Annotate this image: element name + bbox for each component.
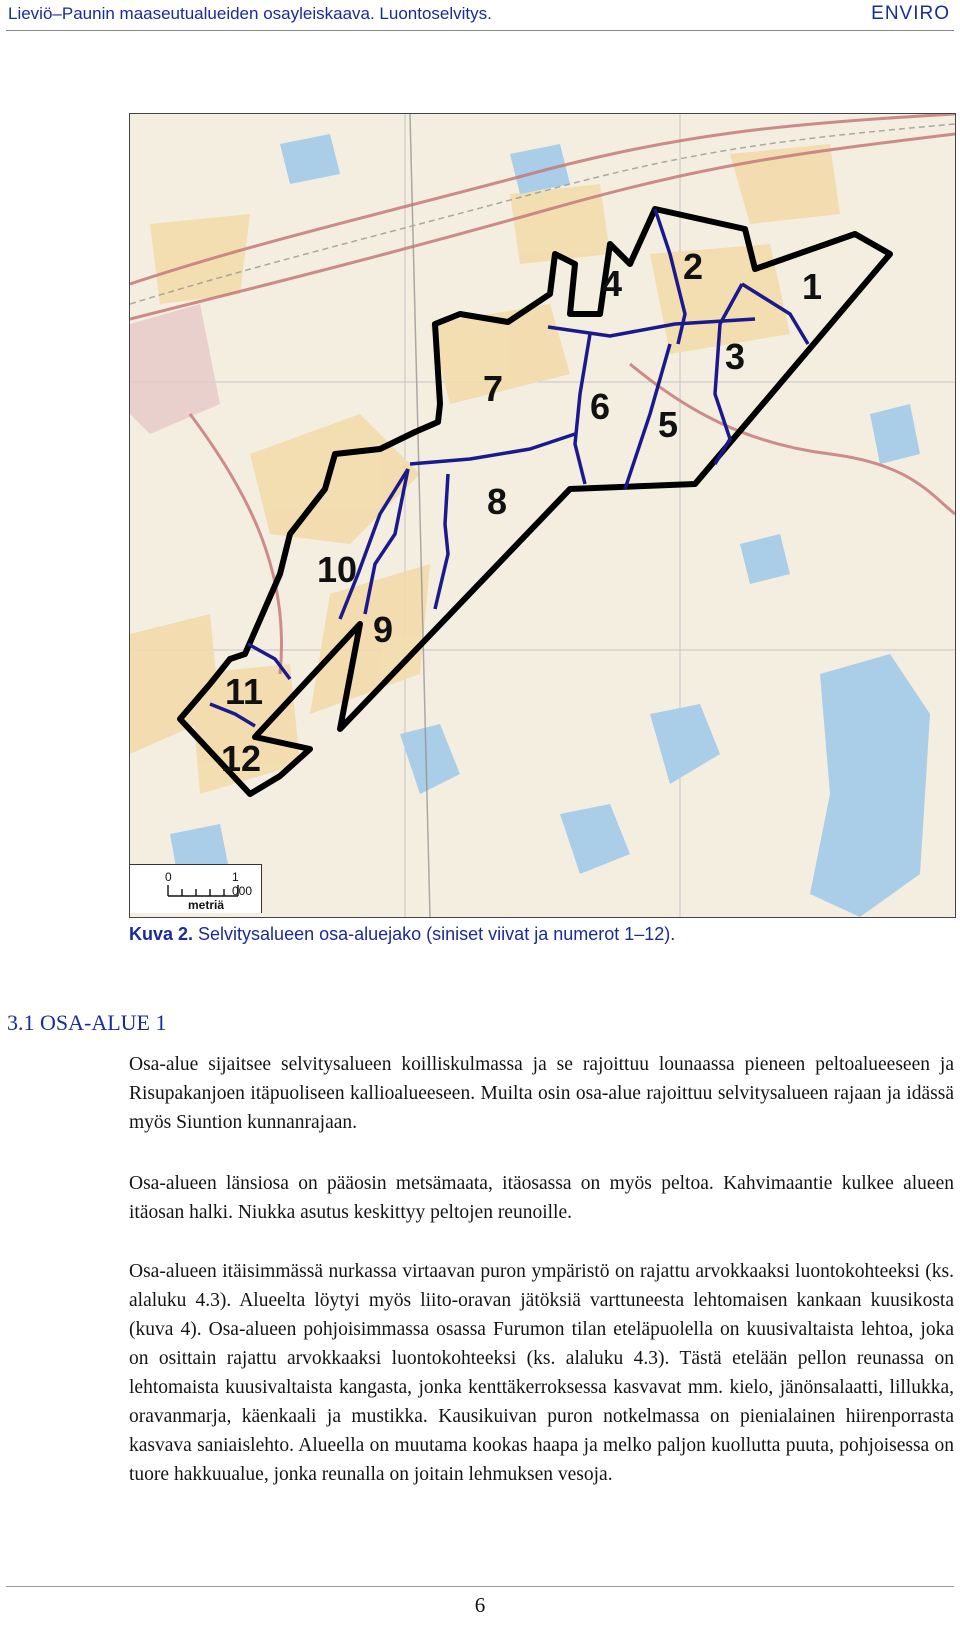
- figure-caption: [129, 924, 675, 945]
- area-label-10: 10: [317, 549, 358, 590]
- area-label-5: 5: [658, 404, 679, 445]
- scale-zero-label: 0: [165, 870, 172, 884]
- caption-prefix: Kuva 2.: [129, 924, 194, 944]
- study-area-map: [129, 113, 956, 918]
- page-header: [6, 0, 954, 31]
- area-label-9: 9: [373, 609, 394, 650]
- area-label-12: 12: [221, 738, 262, 779]
- area-label-4: 4: [602, 263, 623, 304]
- scale-bar: [130, 864, 262, 913]
- enviro-logo: ENVIRO: [871, 3, 950, 24]
- document-title: Lieviö–Paunin maaseutualueiden osayleiskaava. Luontoselvitys.: [8, 4, 492, 23]
- scale-unit-label: metriä: [188, 898, 225, 912]
- paragraph-3: Osa-alueen itäisimmässä nurkassa virtaavan puron ympäristö on rajattu arvokkaaksi luontokohteeksi (ks. alaluku 4.3). Alueelta löytyi myös liito-oravan jätöksiä varttuneesta lehtomaisen kankaan kuusikosta (kuva 4). Osa-alueen pohjoisimmassa osassa Furumon tilan eteläpuolella on kuusivaltaista lehtoa, joka on osittain rajattu arvokkaaksi luontokohteeksi (ks. alaluku 4.3). Tästä etelään pellon reunassa on lehtomaista kuusivaltaista kangasta, jonka kenttäkerroksessa kasvavat mm. kielo, jänönsalaatti, lillukka, oravanmarja, käenkaali ja mustikka. Kausikuivan puron notkelmassa on pienialainen hiirenporrasta kasvava saniaislehto. Alueella on muutama kookas haapa ja melko paljon kuollutta puuta, pohjoisessa on tuore hakkuualue, jonka reunalla on joitain lehmuksen vesoja.: [129, 1261, 954, 1485]
- page-number: 6: [474, 1593, 486, 1617]
- area-label-6: 6: [590, 386, 611, 427]
- caption-text: Selvitysalueen osa-aluejako (siniset viivat ja numerot 1–12).: [193, 924, 676, 944]
- scale-max-label: 1 000: [232, 870, 253, 898]
- area-label-8: 8: [487, 481, 508, 522]
- paragraph-1: Osa-alue sijaitsee selvitysalueen koilliskulmassa ja se rajoittuu lounaassa pieneen peltoalueeseen ja Risupakanjoen itäpuoliseen kallioalueeseen. Muilta osin osa-alue rajoittuu selvitysalueen rajaan ja idässä myös Siuntion kunnanrajaan.: [129, 1054, 954, 1133]
- footer-divider: [6, 1586, 954, 1587]
- area-label-11: 11: [225, 671, 264, 712]
- area-label-1: 1: [802, 266, 823, 307]
- scale-ticks: [167, 885, 956, 918]
- section-heading: 3.1 OSA-ALUE 1: [7, 1010, 167, 1035]
- area-label-2: 2: [683, 246, 704, 287]
- area-label-3: 3: [725, 336, 746, 377]
- map-canvas: [130, 114, 955, 917]
- paragraph-2: Osa-alueen länsiosa on pääosin metsämaata, itäosassa on myös peltoa. Kahvimaantie kulkee alueen itäosan halki. Niukka asutus keskittyy peltojen reunoille.: [129, 1173, 954, 1223]
- area-label-7: 7: [483, 368, 504, 409]
